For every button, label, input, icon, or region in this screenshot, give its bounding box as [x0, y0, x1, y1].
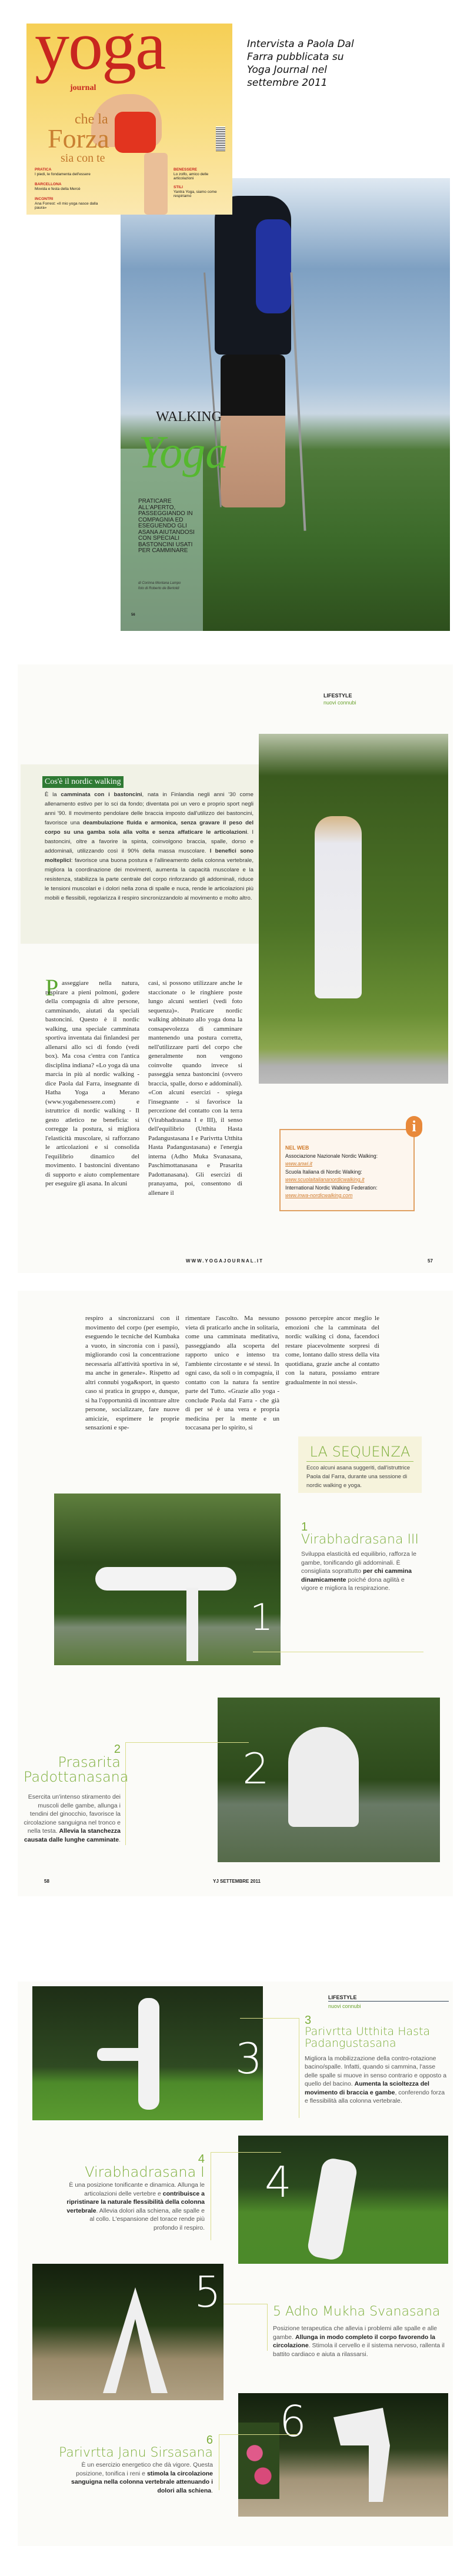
teaser-text: Ana Forrest: «Il mio yoga nasce dalla paura» [35, 201, 98, 210]
pose-description [301, 1550, 419, 1593]
sequence-intro: Ecco alcuni asana suggeriti, dall'istruttrice Paola dal Farra, durante una sessione di nordic walking e yoga. [306, 1465, 411, 1489]
pose-5-leader [267, 2304, 268, 2351]
text: È la [45, 791, 61, 798]
pose-description [273, 2324, 449, 2358]
pose-figure [95, 1567, 236, 1591]
cover-teaser [174, 185, 226, 199]
pose-name: Virabhadrasana III [301, 1532, 419, 1547]
sequence-title: LA SEQUENZA [306, 1444, 413, 1462]
pose-3-number-overlay: 3 [235, 2034, 262, 2083]
link[interactable]: www.anwi.it [285, 1161, 312, 1167]
section-label: LIFESTYLE [323, 693, 352, 699]
intro-caption [247, 38, 354, 89]
pose-6-number-overlay: 6 [279, 2397, 306, 2446]
text-bold: contribuisce a ripristinare la naturale flessibilità della colonna vertebrale [66, 2190, 205, 2214]
pose-name: Parivrtta Utthita Hasta Padangustasana [305, 2025, 431, 2050]
article-column-3: possono percepire ancor meglio le emozioni che la camminata del nordic walking ci dona, facendoci restare piacevolmente sorpresi di come, lontano dallo stress della vita quotidiana, grazie anche al contatto con la natura, possiamo entrare gradualmente in noi stessi». [285, 1315, 379, 1386]
text-bold: per chi cammina dinamicamente [301, 1568, 412, 1583]
pose-4-text [64, 2153, 205, 2232]
page-number: 58 [44, 1879, 49, 1884]
pose-3-text [305, 2014, 452, 2106]
nordic-walking-photo [259, 734, 448, 1084]
text: . [211, 2487, 213, 2494]
link[interactable]: www.scuolaitaliananordicwalking.it [285, 1177, 365, 1182]
info-box [279, 1129, 415, 1211]
page-number: 57 [428, 1258, 433, 1264]
info-heading: NEL WEB [285, 1145, 309, 1151]
subsection-label: nuovi connubi [328, 2003, 361, 2009]
text: Posizione terapeutica che allevia i problemi alle spalle e alle gambe. [273, 2325, 437, 2341]
pose-1-photo [54, 1494, 281, 1665]
cover-model-top [115, 112, 156, 153]
text: . [119, 1836, 121, 1843]
teaser-label: PRATICA [35, 168, 52, 172]
pose-name: Prasarita Padottanasana [24, 1754, 129, 1786]
box-title: Cos'è il nordic walking [42, 776, 124, 788]
pose-number: 1 [301, 1521, 308, 1533]
text: Esercita un'intenso stiramento dei muscoli delle gambe, allunga i tendini del ginocchio, favorisce la circolazione sanguigna nel tronco e nella testa. [24, 1793, 121, 1835]
pose-number: 6 [206, 2434, 213, 2447]
barcode [216, 126, 225, 151]
pose-description [53, 2461, 213, 2495]
box-text [45, 790, 253, 903]
caption-line: settembre 2011 [247, 77, 328, 89]
pose-description [24, 1793, 121, 1844]
pose-description [64, 2181, 205, 2232]
text: : favorisce una buona postura e l'allineamento della colonna vertebrale, migliora la coordinazione dei movimenti, aumenta la capacità muscolare e la resistenza, stabilizza la parte centrale del corpo rinforzando gli addominali, riduce le tensioni muscolari e i dolori nella zona di spalle e nuca, rende le articolazioni più mobili e flessibili, regolarizza il respiro sincronizzandolo al movimento e molto altro. [45, 857, 253, 901]
pose-figure [306, 2157, 359, 2261]
pose-name: Virabhadrasana I [85, 2164, 205, 2180]
cover-headline-1: che la [75, 112, 108, 127]
cover-headline-3: sia con te [61, 152, 105, 165]
text: poiché dona agilità e vigore e migliora la respirazione. [301, 1576, 405, 1592]
pose-number: 4 [198, 2153, 205, 2166]
pose-6-photo [238, 2393, 448, 2517]
pose-2-text [24, 1743, 129, 1844]
walker-legs [221, 355, 285, 507]
pose-figure [103, 2287, 168, 2393]
footer-site: WWW.YOGAJOURNAL.IT [186, 1258, 263, 1264]
page-58 [18, 1291, 453, 1896]
article-column-2: casi, si possono utilizzare anche le staccionate o le ringhiere poste lungo alcuni sentieri (vedi foto sequenza)». Praticare nordic walking abbinato allo yoga dona la consapevolezza di camminare mantenendo una postura corretta, nell'utilizzare parti del corpo che generalmente non vengono coinvolte quando invece si passeggia senza bastoncini (ovvero braccia, spalle, dorso e addominali). «Con alcuni esercizi - spiega l'insegnante - si favorisce la percezione del contatto con la terra (Virabhadrasana I e III), il senso dell'equilibrio (Utthita Hasta Padangustasana I e Parivrtta Utthita Hasta Padangustasana) e l'energia interna (Adho Muka Svanasana, Paschimottanasana e Prasarita Padottanasana). Gli esercizi di pranayama, poi, consentono di allenare il [148, 980, 242, 1197]
page-57 [18, 664, 453, 1273]
link-label: Associazione Nazionale Nordic Walking: [285, 1152, 378, 1159]
drop-cap: P [45, 974, 59, 1001]
magazine-cover [26, 24, 232, 215]
page-59 [18, 1982, 453, 2546]
text-bold: stimola la circolazione sanguigna nella colonna vertebrale attenuando i dolori alla schiena [71, 2470, 213, 2494]
walker-sleeve [256, 219, 291, 313]
opener-photo [121, 178, 450, 631]
pose-6-text [53, 2434, 213, 2495]
cover-model-legs [144, 153, 168, 215]
cover-teaser [35, 197, 105, 211]
cover-masthead-sub: journal [70, 83, 96, 92]
pose-2-leader [125, 1742, 126, 1845]
pose-figure-leg [186, 1588, 198, 1661]
cover-teaser [35, 182, 105, 191]
pose-2-number-overlay: 2 [242, 1744, 269, 1793]
opener-byline-photo: foto di Roberto de Bertoldi [138, 587, 179, 590]
pose-1-text [301, 1521, 419, 1593]
article-column-2: rimentare l'ascolto. Ma nessuno vieta di praticarlo anche in solitaria, come una camminata meditativa, passeggiando alla scoperta del rapporto unico e intenso tra l'ambiente circostante e sé stessi. In ogni caso, da soli o in compagnia, il contatto con la natura fa sentire parte del Tutto. «Grazie allo yoga - conclude Paola dal Farra - che già di per sé è una vera e propria medicina per la mente e un toccasana per lo spirito, si [185, 1315, 279, 1431]
teaser-label: STILI [174, 185, 183, 189]
cover-teaser [35, 168, 105, 176]
pose-6-leader [219, 2434, 298, 2435]
walker-woman [315, 816, 362, 998]
text: È una posizione tonificante e dinamica. Allunga le articolazioni delle vertebre e [69, 2181, 205, 2197]
opener-title-small: WALKING [156, 409, 222, 425]
text: . Stimola il cervello e il sistema nervoso, rallenta il battito cardiaco e aiuta a rilassarsi. [273, 2342, 445, 2358]
pose-3-photo [32, 1986, 263, 2120]
info-icon: i [406, 1116, 422, 1137]
pose-5-text [273, 2305, 449, 2358]
text-bold: camminata con i bastoncini [61, 791, 142, 798]
teaser-label: INCONTRI [35, 197, 54, 201]
article-column-1: asseggiare nella natura, respirare a pieni polmoni, godere della compagnia di altre persone, camminando, aiutati da speciali bastoncini. Questo è il nordic walking, una speciale camminata sportiva inventata dai finlandesi per allenarsi allo sci di fondo (vedi box). Ma cosa c'entra con l'antica disciplina indiana? «Lo yoga dà una marcia in più al nordic walking - dice Paola dal Farra, insegnante di Hatha Yoga a Merano (www.yogabenessere.com) e istruttrice di nordic walking - Il gesto atletico ne beneficia: si corregge la postura, si migliora l'elasticità muscolare, si rafforzano le articolazioni e si consolida l'equilibrio dinamico del movimento. I bastoncini diventano di supporto e aiuto complementare per eseguire gli asana. In alcuni [45, 980, 139, 1187]
pose-description [305, 2054, 449, 2106]
page-number: 56 [131, 613, 135, 617]
link-label: Scuola Italiana di Nordic Walking: [285, 1168, 362, 1175]
pose-figure [288, 1727, 359, 1827]
opener-title-big: Yoga [138, 426, 229, 477]
pose-1-number-overlay: 1 [250, 1596, 273, 1639]
pose-2-leader [125, 1742, 249, 1743]
text-bold: Allevia la stanchezza causata dalle lunghe camminate [24, 1827, 121, 1843]
subsection-label: nuovi connubi [323, 700, 356, 706]
cover-teaser [174, 168, 226, 181]
text: , conferendo forza e flessibilità alla colonna vertebrale. [305, 2089, 445, 2105]
teaser-text: I piedi, le fondamenta dell'essere [35, 172, 91, 176]
pose-number: 5 [273, 2304, 281, 2319]
text-bold: I benefici sono molteplici [45, 848, 253, 864]
link-label: International Nordic Walking Federation: [285, 1184, 378, 1191]
text: È un esercizio energetico che dà vigore. Questa posizione, tonifica i reni e [76, 2461, 213, 2477]
pose-number: 2 [114, 1743, 121, 1756]
text: . Allevia dolori alla schiena, alle spalle e al collo. L'espansione del torace rende più profondo il respiro. [89, 2207, 205, 2231]
cover-headline-2: Forza [48, 123, 109, 153]
teaser-text: Lo zolfo, amico delle articolazioni [174, 172, 209, 181]
pose-5-number-overlay: 5 [194, 2267, 221, 2317]
text: Sviluppa elasticità ed equilibrio, rafforza le gambe, tonificando gli addominali. È consigliata soprattutto [301, 1551, 416, 1575]
pose-figure [326, 2408, 397, 2502]
pose-name [273, 2305, 449, 2318]
section-label: LIFESTYLE [328, 1994, 449, 2002]
pose-number: 3 [305, 2014, 312, 2027]
text-bold: Aumenta la scioltezza del movimento di braccia e gambe [305, 2080, 429, 2096]
pose-4-number-overlay: 4 [265, 2157, 292, 2207]
pose-name-text: Adho Mukha Svanasana [285, 2304, 441, 2319]
text: , nata in Finlandia negli anni '30 come allenamento estivo per lo sci da fondo; diventata poi un vero e proprio sport negli anni '90. Il movimento pendolare delle braccia imposto dall'utilizzo dei bastoncini, favorisce una [45, 791, 253, 826]
article-column-1: respiro a sincronizzarsi con il movimento del corpo (per esempio, eseguendo le tecniche del Kumbaka a vuoto, in sincronia con i passi), migliorando così la concentrazione necessaria all'attività sportiva in sé, ma anche in generale». Rispetto ad altri connubi yoga&sport, in questo caso si pratica in gruppo e, dunque, si ha l'opportunità di incontrare altre persone, socializzare, fare nuove amicizie, esprimere le proprie sensazioni e spe- [85, 1315, 179, 1431]
text-bold: Allunga in modo completo il corpo favorendo la circolazione [273, 2333, 435, 2350]
caption-line: Yoga Journal nel [247, 64, 327, 76]
teaser-text: Movida e festa della Mercè [35, 186, 81, 191]
pose-4-leader [211, 2152, 281, 2153]
pose-name: Parivrtta Janu Sirsasana [59, 2445, 213, 2460]
pose-figure-leg [97, 2048, 144, 2061]
text: Migliora la mobilizzazione della contro-rotazione bacino/spalle. Infatti, quando si cammina, l'asse delle spalle si muove in senso contrario e opposto a quello del bacino. [305, 2054, 447, 2088]
cover-masthead: yoga [35, 24, 165, 84]
text-bold: deambulazione fluida e armonica, senza gravare il peso del corpo su una gamba sola alla volta e senza affaticare le articolazioni [45, 820, 253, 836]
sequence-box [298, 1436, 422, 1493]
footer-issue: YJ SETTEMBRE 2011 [213, 1879, 261, 1884]
teaser-label: BENESSERE [174, 168, 198, 172]
caption-line: Intervista a Paola Dal [247, 38, 354, 50]
walking-pole [290, 272, 306, 531]
caption-line: Farra pubblicata su [247, 51, 344, 63]
teaser-text: Yantra Yoga, siamo come respiriamo [174, 189, 217, 198]
opener-byline-author: di Corinna Montana Lampo [138, 582, 181, 585]
teaser-label: BARCELLONA [35, 182, 62, 186]
link[interactable]: www.inwa-nordicwalking.com [285, 1192, 353, 1198]
pose-3-leader [240, 2018, 299, 2019]
text: . I bastoncini, oltre a favorire la spinta, coinvolgono braccia, spalle, dorso e addominali, utilizzando così il 90% della massa muscolare. [45, 829, 253, 854]
opener-deck: PRATICARE ALL'APERTO, PASSEGGIANDO IN COMPAGNIA ED ESEGUENDO GLI ASANA AIUTANDOSI CON SPECIALI BASTONCINI USATI PER CAMMINARE [138, 498, 195, 554]
